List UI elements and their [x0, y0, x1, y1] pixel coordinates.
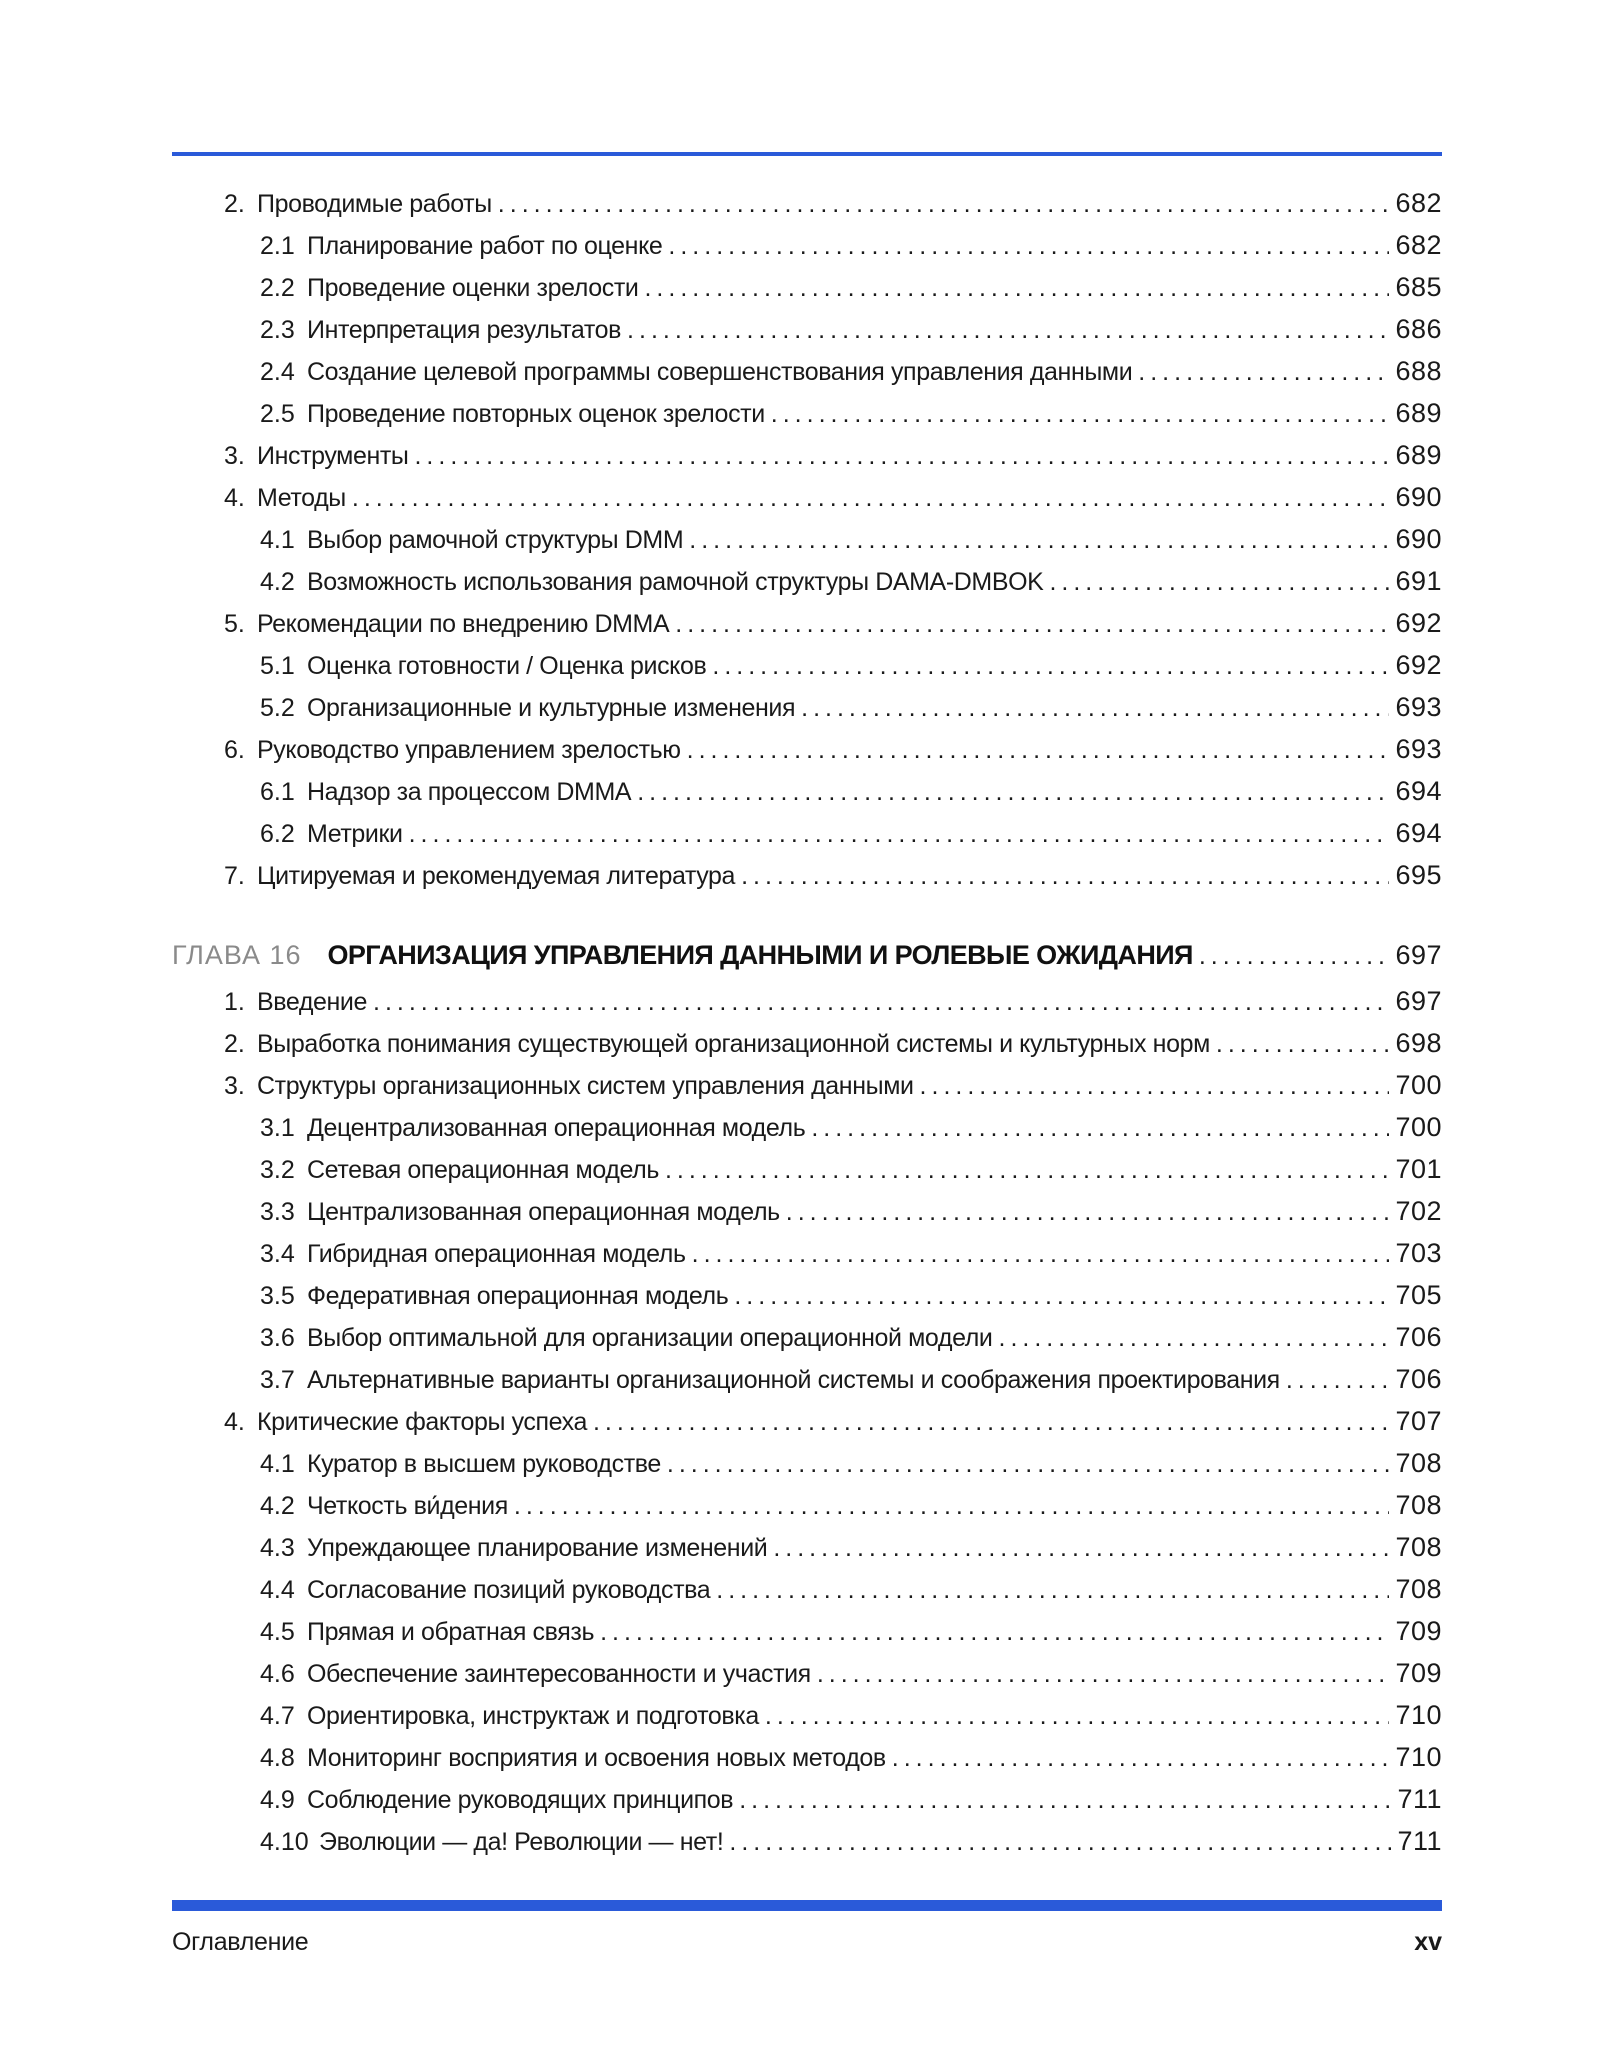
entry-page: 694 — [1395, 818, 1442, 848]
toc-entry[interactable] — [260, 1276, 1442, 1314]
entry-number: 1. — [224, 988, 245, 1016]
entry-number: 4.1 — [260, 526, 295, 554]
toc-entry[interactable] — [260, 394, 1442, 432]
entry-page: 706 — [1395, 1364, 1442, 1394]
dot-leader — [687, 731, 1390, 769]
entry-number: 4.5 — [260, 1618, 295, 1646]
dot-leader — [739, 1781, 1391, 1819]
entry-number: 3.6 — [260, 1324, 295, 1352]
header-rule — [172, 152, 1442, 156]
entry-number: 3. — [224, 442, 245, 470]
entry-number: 2.1 — [260, 232, 295, 260]
entry-title: Выработка понимания существующей организационной системы и культурных норм — [257, 1030, 1210, 1058]
entry-number: 4.7 — [260, 1702, 295, 1730]
entry-title: Критические факторы успеха — [257, 1408, 587, 1436]
dot-leader — [627, 311, 1389, 349]
entry-title: Руководство управлением зрелостью — [257, 736, 681, 764]
entry-title: Упреждающее планирование изменений — [307, 1534, 768, 1562]
entry-title: Прямая и обратная связь — [307, 1618, 595, 1646]
entry-title: Централизованная операционная модель — [307, 1198, 780, 1226]
dot-leader — [811, 1109, 1389, 1147]
toc-entry[interactable] — [260, 226, 1442, 264]
dot-leader — [741, 857, 1389, 895]
toc-entry[interactable] — [224, 982, 1442, 1020]
dot-leader — [644, 269, 1389, 307]
dot-leader — [593, 1403, 1389, 1441]
entry-page: 698 — [1395, 1028, 1442, 1058]
entry-page: 694 — [1395, 776, 1442, 806]
dot-leader — [712, 647, 1389, 685]
entry-page: 692 — [1395, 608, 1442, 638]
dot-leader — [414, 437, 1389, 475]
dot-leader — [409, 815, 1390, 853]
entry-page: 685 — [1395, 272, 1442, 302]
entry-title: Децентрализованная операционная модель — [307, 1114, 806, 1142]
dot-leader — [773, 1529, 1389, 1567]
entry-title: Инструменты — [257, 442, 409, 470]
toc-entry[interactable] — [260, 1738, 1442, 1776]
dot-leader — [668, 227, 1389, 265]
entry-number: 3.1 — [260, 1114, 295, 1142]
entry-title: Цитируемая и рекомендуемая литература — [257, 862, 736, 890]
toc-entry[interactable] — [260, 1192, 1442, 1230]
dot-leader — [817, 1655, 1390, 1693]
toc-entry[interactable] — [260, 1612, 1442, 1650]
chapter-label: ГЛАВА 16 — [172, 940, 302, 970]
entry-page: 708 — [1395, 1490, 1442, 1520]
entry-number: 4.1 — [260, 1450, 295, 1478]
entry-page: 710 — [1395, 1700, 1442, 1730]
entry-title: Метрики — [307, 820, 403, 848]
entry-number: 4. — [224, 484, 245, 512]
entry-title: Оценка готовности / Оценка рисков — [307, 652, 707, 680]
entry-page: 709 — [1395, 1616, 1442, 1646]
entry-page: 706 — [1395, 1322, 1442, 1352]
entry-title: Организационные и культурные изменения — [307, 694, 796, 722]
entry-number: 4.4 — [260, 1576, 295, 1604]
entry-title: Федеративная операционная модель — [307, 1282, 729, 1310]
entry-title: Обеспечение заинтересованности и участия — [307, 1660, 811, 1688]
dot-leader — [689, 521, 1389, 559]
entry-page: 688 — [1395, 356, 1442, 386]
entry-number: 2.4 — [260, 358, 295, 386]
entry-title: Выбор рамочной структуры DMM — [307, 526, 684, 554]
entry-number: 3. — [224, 1072, 245, 1100]
dot-leader — [352, 479, 1390, 517]
entry-page: 711 — [1397, 1784, 1442, 1814]
toc-entry[interactable] — [224, 730, 1442, 768]
dot-leader — [600, 1613, 1389, 1651]
entry-title: Введение — [257, 988, 367, 1016]
dot-leader — [765, 1697, 1390, 1735]
entry-number: 4.2 — [260, 1492, 295, 1520]
toc-entry[interactable] — [260, 1360, 1442, 1398]
entry-title: Проведение повторных оценок зрелости — [307, 400, 765, 428]
entry-number: 6.1 — [260, 778, 295, 806]
entry-number: 3.2 — [260, 1156, 295, 1184]
entry-page: 701 — [1395, 1154, 1442, 1184]
entry-number: 5.1 — [260, 652, 295, 680]
entry-title: Надзор за процессом DMMA — [307, 778, 632, 806]
entry-number: 2. — [224, 190, 245, 218]
dot-leader — [637, 773, 1389, 811]
entry-page: 708 — [1395, 1574, 1442, 1604]
entry-page: 708 — [1395, 1448, 1442, 1478]
toc-entry[interactable] — [260, 520, 1442, 558]
dot-leader — [1049, 563, 1389, 601]
entry-title: Куратор в высшем руководстве — [307, 1450, 661, 1478]
entry-page: 700 — [1395, 1070, 1442, 1100]
toc-entry[interactable] — [260, 688, 1442, 726]
entry-page: 695 — [1395, 860, 1442, 890]
dot-leader — [1286, 1361, 1390, 1399]
entry-title: Мониторинг восприятия и освоения новых методов — [307, 1744, 886, 1772]
chapter-title: ОРГАНИЗАЦИЯ УПРАВЛЕНИЯ ДАННЫМИ И РОЛЕВЫЕ ОЖИДАНИЯ — [327, 940, 1193, 970]
toc-entry[interactable] — [224, 478, 1442, 516]
toc-entry[interactable] — [260, 562, 1442, 600]
entry-page: 711 — [1397, 1826, 1442, 1856]
entry-number: 4.10 — [260, 1828, 309, 1856]
entry-page: 692 — [1395, 650, 1442, 680]
toc-entry[interactable] — [260, 646, 1442, 684]
toc-entry[interactable] — [260, 1318, 1442, 1356]
entry-title: Интерпретация результатов — [307, 316, 622, 344]
entry-title: Выбор оптимальной для организации операционной модели — [307, 1324, 993, 1352]
entry-page: 703 — [1395, 1238, 1442, 1268]
entry-page: 702 — [1395, 1196, 1442, 1226]
dot-leader — [373, 983, 1389, 1021]
entry-page: 700 — [1395, 1112, 1442, 1142]
dot-leader — [771, 395, 1390, 433]
entry-number: 3.3 — [260, 1198, 295, 1226]
toc-entry[interactable] — [260, 310, 1442, 348]
dot-leader — [665, 1151, 1389, 1189]
footer-page-number: xv — [1414, 1928, 1442, 1956]
toc-entry[interactable] — [224, 1066, 1442, 1104]
dot-leader — [1216, 1025, 1390, 1063]
toc-entry[interactable] — [224, 1402, 1442, 1440]
entry-number: 4.8 — [260, 1744, 295, 1772]
entry-number: 2.3 — [260, 316, 295, 344]
dot-leader — [1138, 353, 1389, 391]
dot-leader — [892, 1739, 1390, 1777]
entry-page: 686 — [1395, 314, 1442, 344]
entry-number: 7. — [224, 862, 245, 890]
toc-entry[interactable] — [224, 436, 1442, 474]
dot-leader — [716, 1571, 1389, 1609]
toc-entry[interactable] — [260, 814, 1442, 852]
toc-entry[interactable] — [260, 1696, 1442, 1734]
toc-entry[interactable] — [224, 1024, 1442, 1062]
toc-entry[interactable] — [224, 604, 1442, 642]
dot-leader — [667, 1445, 1390, 1483]
dot-leader — [999, 1319, 1390, 1357]
entry-page: 689 — [1395, 398, 1442, 428]
dot-leader — [786, 1193, 1390, 1231]
entry-title: Рекомендации по внедрению DMMA — [257, 610, 670, 638]
entry-number: 2. — [224, 1030, 245, 1058]
entry-title: Четкость ви́дения — [307, 1492, 508, 1520]
entry-title: Планирование работ по оценке — [307, 232, 663, 260]
dot-leader — [692, 1235, 1390, 1273]
entry-page: 690 — [1395, 524, 1442, 554]
entry-title: Сетевая операционная модель — [307, 1156, 659, 1184]
entry-title: Создание целевой программы совершенствования управления данными — [307, 358, 1133, 386]
entry-title: Соблюдение руководящих принципов — [307, 1786, 734, 1814]
dot-leader — [514, 1487, 1390, 1525]
entry-page: 710 — [1395, 1742, 1442, 1772]
dot-leader — [920, 1067, 1390, 1105]
entry-number: 3.4 — [260, 1240, 295, 1268]
entry-title: Методы — [257, 484, 346, 512]
toc-entry[interactable] — [260, 1234, 1442, 1272]
entry-page: 693 — [1395, 692, 1442, 722]
entry-title: Возможность использования рамочной структуры DAMA-DMBOK — [307, 568, 1044, 596]
entry-title: Согласование позиций руководства — [307, 1576, 711, 1604]
toc-entry[interactable] — [260, 1150, 1442, 1188]
toc-entry[interactable] — [260, 1444, 1442, 1482]
entry-number: 2.5 — [260, 400, 295, 428]
entry-page: 693 — [1395, 734, 1442, 764]
toc-entry[interactable] — [260, 772, 1442, 810]
entry-number: 2.2 — [260, 274, 295, 302]
entry-page: 708 — [1395, 1532, 1442, 1562]
entry-number: 3.7 — [260, 1366, 295, 1394]
entry-number: 4.3 — [260, 1534, 295, 1562]
entry-title: Структуры организационных систем управления данными — [257, 1072, 914, 1100]
entry-number: 6. — [224, 736, 245, 764]
dot-leader — [1199, 935, 1390, 977]
toc-entry[interactable] — [260, 1570, 1442, 1608]
entry-number: 5. — [224, 610, 245, 638]
entry-page: 682 — [1395, 230, 1442, 260]
entry-number: 4.9 — [260, 1786, 295, 1814]
entry-page: 705 — [1395, 1280, 1442, 1310]
toc-entry[interactable] — [224, 856, 1442, 894]
entry-number: 4.2 — [260, 568, 295, 596]
entry-title: Гибридная операционная модель — [307, 1240, 686, 1268]
dot-leader — [729, 1823, 1391, 1861]
entry-number: 6.2 — [260, 820, 295, 848]
toc-entry[interactable] — [260, 1822, 1442, 1860]
entry-page: 689 — [1395, 440, 1442, 470]
entry-title: Эволюции — да! Революции — нет! — [319, 1828, 724, 1856]
entry-title: Ориентировка, инструктаж и подготовка — [307, 1702, 759, 1730]
chapter-heading[interactable] — [172, 934, 1442, 976]
dot-leader — [498, 185, 1390, 223]
toc-entry[interactable] — [260, 352, 1442, 390]
toc-entry[interactable] — [224, 184, 1442, 222]
dot-leader — [675, 605, 1389, 643]
entry-page: 682 — [1395, 188, 1442, 218]
entry-number: 3.5 — [260, 1282, 295, 1310]
toc-entry[interactable] — [260, 1528, 1442, 1566]
toc-entry[interactable] — [260, 1780, 1442, 1818]
dot-leader — [734, 1277, 1389, 1315]
entry-number: 4. — [224, 1408, 245, 1436]
entry-number: 5.2 — [260, 694, 295, 722]
toc-entry[interactable] — [260, 1108, 1442, 1146]
toc-entry[interactable] — [260, 1654, 1442, 1692]
entry-page: 709 — [1395, 1658, 1442, 1688]
entry-page: 697 — [1395, 986, 1442, 1016]
entry-page: 707 — [1395, 1406, 1442, 1436]
entry-title: Проведение оценки зрелости — [307, 274, 639, 302]
entry-title: Альтернативные варианты организационной системы и соображения проектирования — [307, 1366, 1280, 1394]
entry-number: 4.6 — [260, 1660, 295, 1688]
entry-title: Проводимые работы — [257, 190, 492, 218]
dot-leader — [801, 689, 1389, 727]
chapter-page: 697 — [1395, 940, 1442, 970]
toc-entry[interactable] — [260, 268, 1442, 306]
footer-section-name: Оглавление — [172, 1928, 309, 1956]
entry-page: 691 — [1395, 566, 1442, 596]
entry-page: 690 — [1395, 482, 1442, 512]
footer-rule — [172, 1900, 1442, 1911]
toc-entry[interactable] — [260, 1486, 1442, 1524]
